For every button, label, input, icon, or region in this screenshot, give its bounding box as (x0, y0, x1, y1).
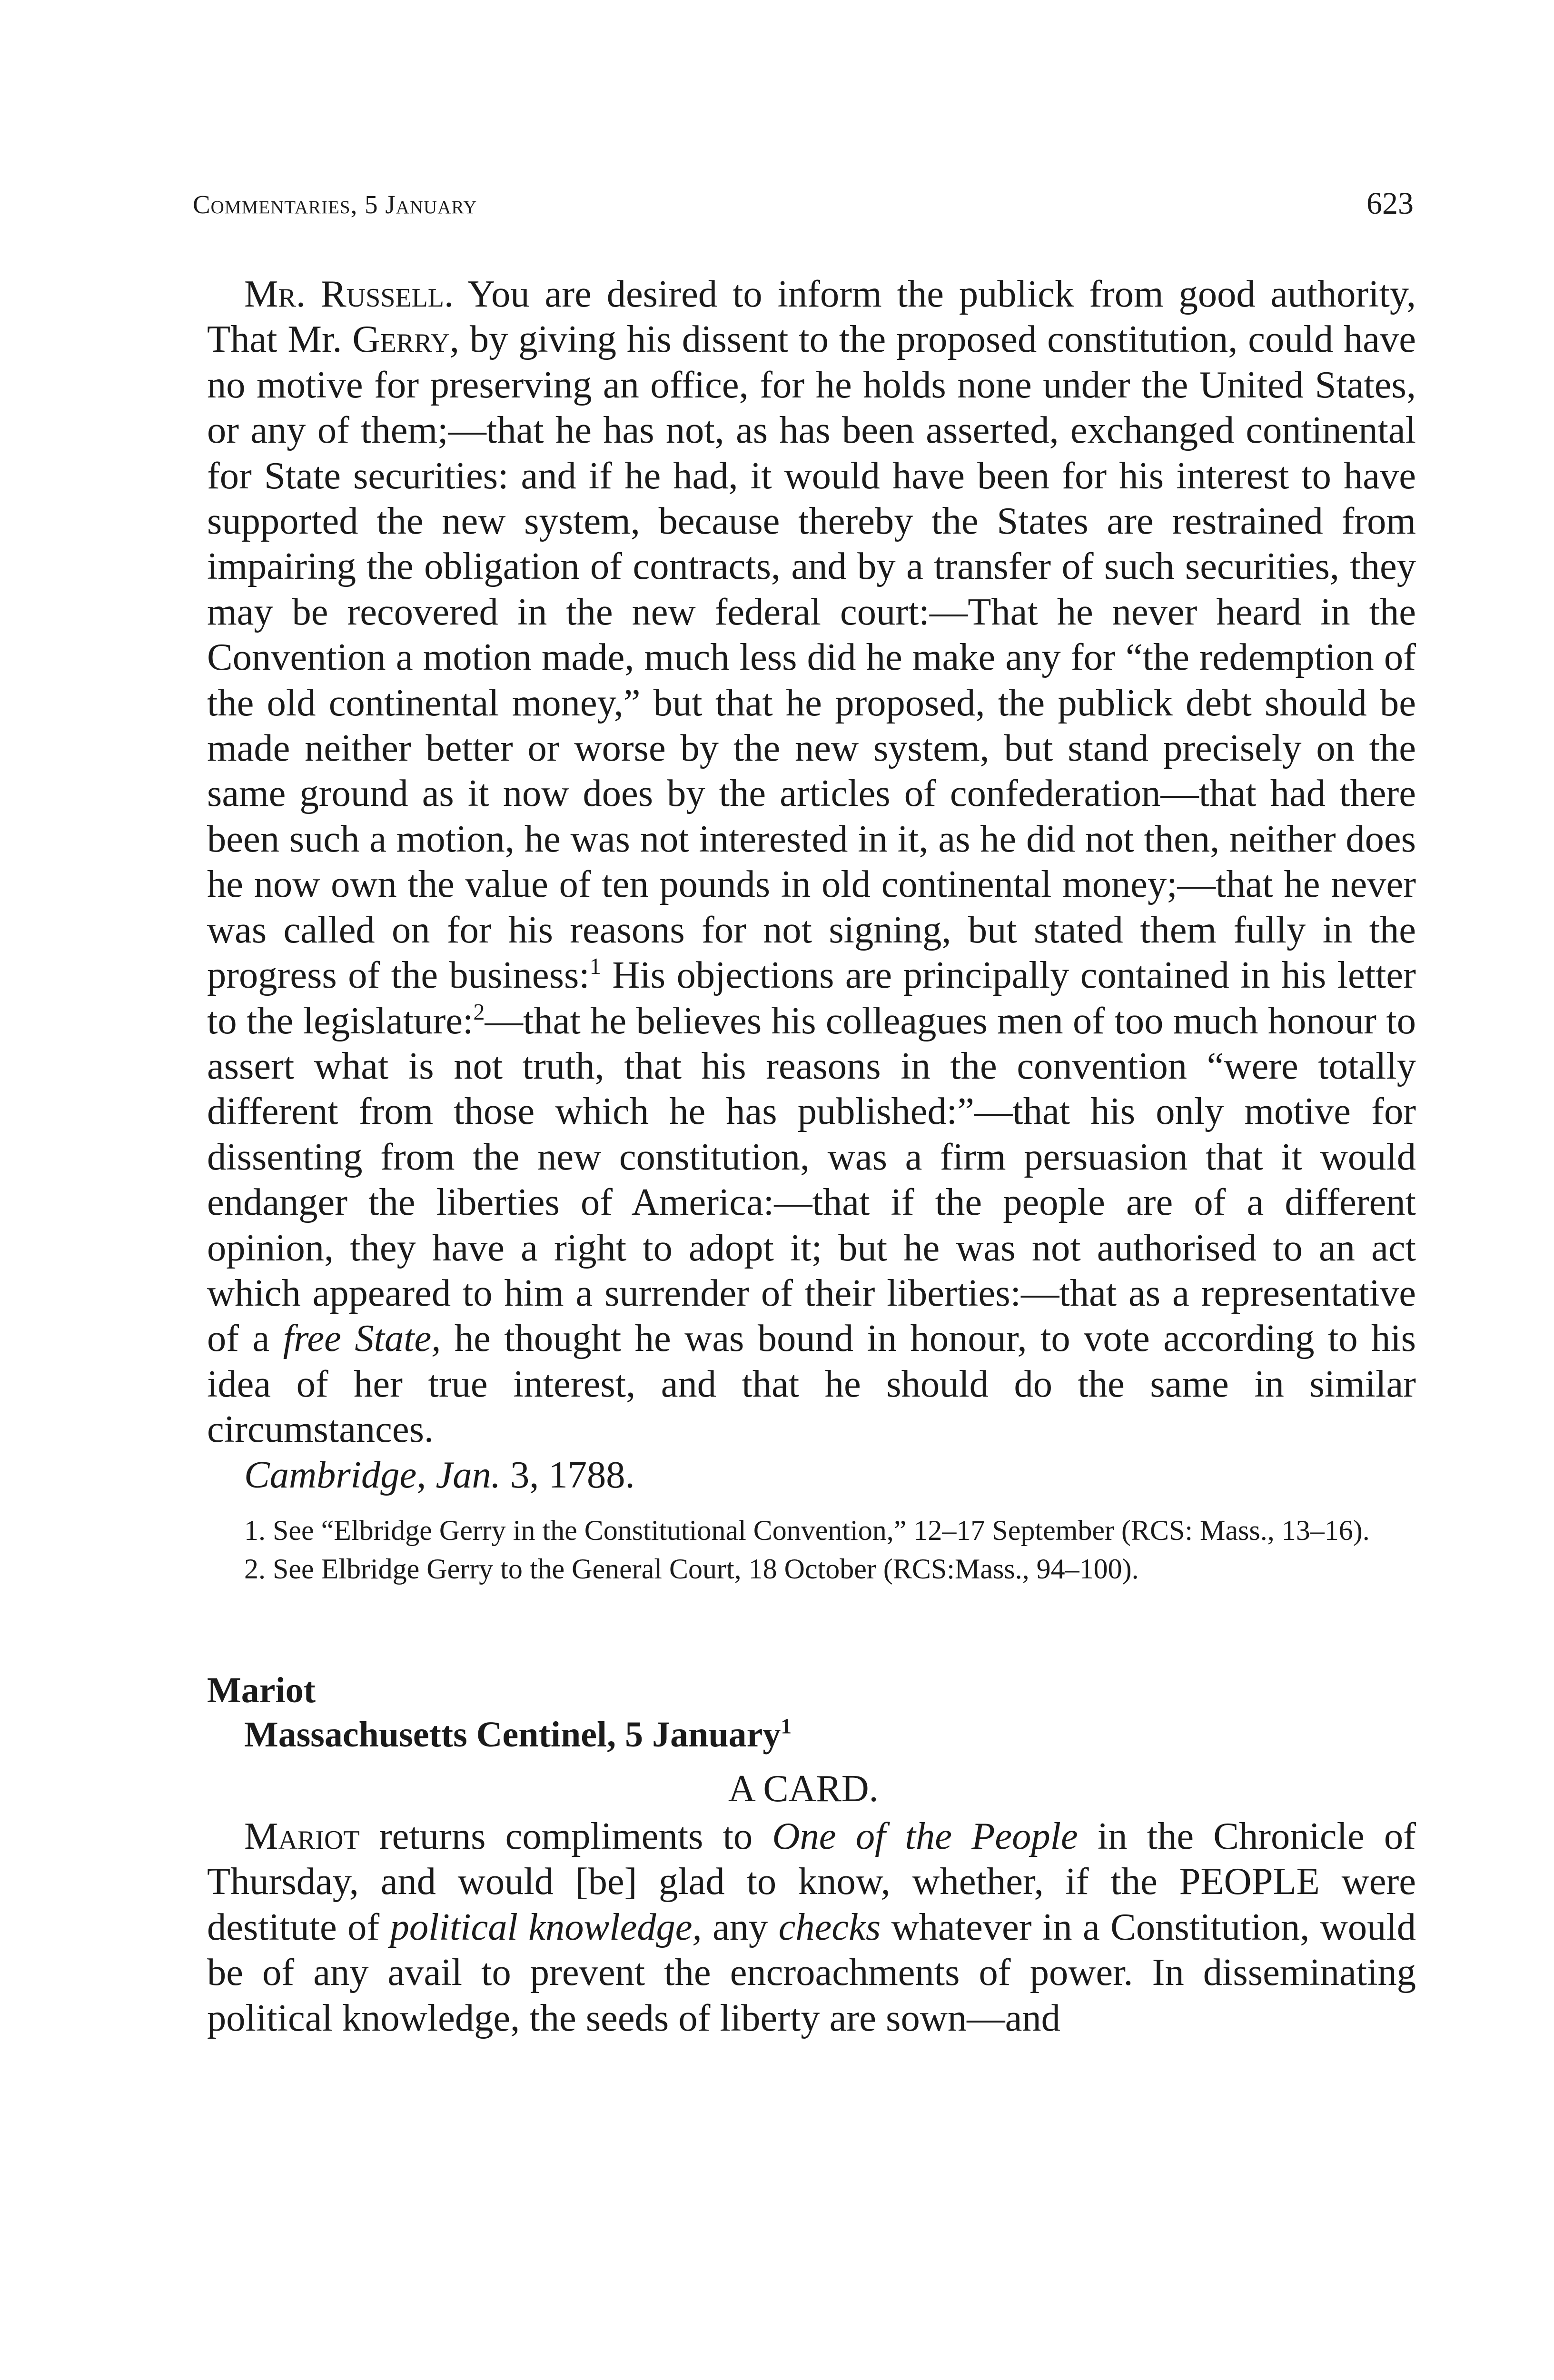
footnote-ref-2: 2 (473, 999, 485, 1025)
page-number: 623 (1366, 186, 1414, 221)
russell-paragraph (207, 271, 1416, 1452)
place-date (207, 1452, 1416, 1497)
one-of-the-people-italic: One of the People (772, 1815, 1078, 1857)
place-date-italic: Cambridge, Jan. (244, 1453, 501, 1496)
footnotes (207, 1513, 1416, 1587)
checks-italic: checks (778, 1905, 881, 1948)
subheading-footnote-ref: 1 (781, 1714, 792, 1738)
text-segment: His objections are principally contained in his letter to the legislature: (207, 954, 1416, 1042)
text-segment: in the Chronicle of Thursday, and would [be] glad to know, whether, if the PEOPLE were destitute of (207, 1815, 1416, 1948)
text-segment: returns compliments to (359, 1815, 772, 1857)
text-segment: —that he believes his colleagues men of too much honour to assert what is not truth, that his reasons in the convention “were totally different from those which he has published:”—that his only motive for dissenting from the new constitution, was a firm persuasion that it would endanger the liberties of America:—that if the people are of a different opinion, they have a right to adopt it; but he was not authorised to an act which appeared to him a surrender of their liberties:—that as a representative of a (207, 999, 1416, 1360)
mariot-name: Mariot (244, 1815, 360, 1857)
text-segment: whatever in a Constitution, would be of any avail to prevent the encroachments of power. In disseminating political knowledge, the seeds of liberty are sown—and (207, 1905, 1416, 2039)
political-knowledge-italic: political knowledge, (390, 1905, 702, 1948)
section-heading: Mariot (207, 1670, 316, 1710)
text-segment: You are desired to inform the publick from good authority, That Mr. (207, 273, 1416, 361)
mariot-paragraph (207, 1814, 1416, 2041)
subheading-text: Massachusetts Centinel, 5 January (244, 1714, 781, 1755)
body-text (207, 271, 1416, 2041)
free-state-italic: free State, (283, 1317, 441, 1360)
text-segment: , by giving his dissent to the proposed constitution, could have no motive for preserving an office, for he holds none under the United States, or any of them;—that he has not, as has been asserted, exchanged continental for State securities: and if he had, it would have been for his interest to have supported the new system, because thereby the States are restrained from impairing the obligation of contracts, and by a transfer of such securities, they may be recovered in the new federal court:—That he never heard in the Convention a motion made, much less did he make any for “the redemption of the old continental money,” but that he proposed, the publick debt should be made neither better or worse by the new system, but stand precisely on the same ground as it now does by the articles of confederation—that had there been such a motion, he was not interested in it, as he did not then, neither does he now own the value of ten pounds in old continental money;—that he never was called on for his reasons for not signing, but stated them fully in the progress of the business: (207, 318, 1416, 997)
running-head: Commentaries, 5 January (193, 190, 477, 219)
text-segment: any (702, 1905, 779, 1948)
section-subheading (207, 1712, 1416, 1757)
footnote-ref-1: 1 (589, 954, 601, 980)
footnote-1: 1. See “Elbridge Gerry in the Constitutional Convention,” 12–17 September (RCS: Mass., 13–16). (244, 1514, 1370, 1546)
footnote-2: 2. See Elbridge Gerry to the General Court, 18 October (RCS:Mass., 94–100). (244, 1553, 1139, 1585)
gerry-name: Gerry (352, 318, 450, 361)
text-segment: he thought he was bound in honour, to vote according to his idea of her true interest, and that he should do the same in similar circumstances. (207, 1317, 1416, 1451)
salutation: Mr. Russell. (244, 273, 454, 315)
card-title: A CARD. (728, 1767, 879, 1810)
place-date-year: 3, 1788. (500, 1453, 635, 1496)
